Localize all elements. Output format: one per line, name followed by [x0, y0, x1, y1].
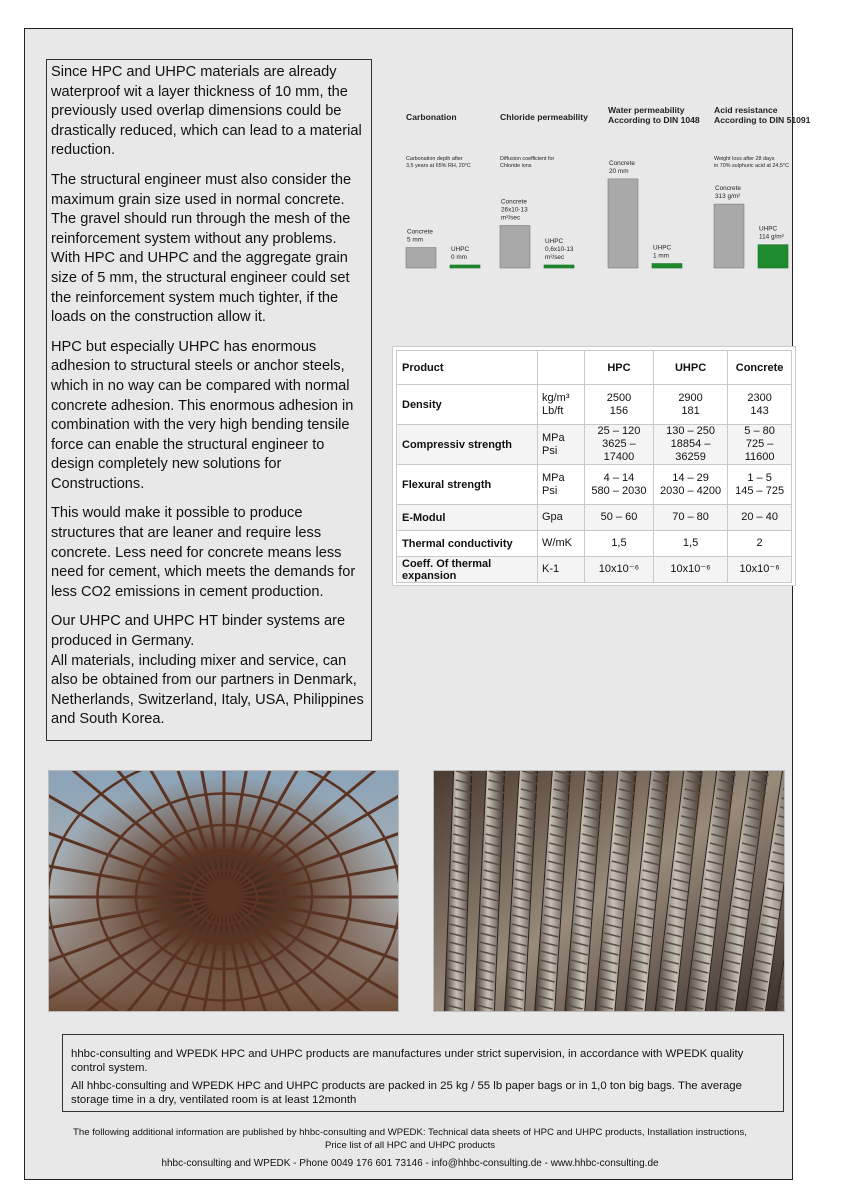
cell-property: [397, 531, 538, 557]
header-uhpc: UHPC: [653, 351, 727, 385]
table-row: [397, 531, 792, 557]
cell-hpc: [585, 531, 654, 557]
bar: [608, 179, 638, 268]
publications-note: [40, 1127, 780, 1152]
paragraph-grain-size: The structural engineer must also consider the maximum grain size used in normal concrete. The gravel should run through the mesh of the reinforcement system without any problems.: [51, 171, 352, 247]
cell-uhpc: [653, 385, 727, 425]
cell-unit: [538, 531, 585, 557]
cell-property-line: E-Modul: [402, 511, 446, 524]
cell-concrete-line: 2: [756, 537, 763, 549]
bar: [652, 264, 682, 268]
cell-property: [397, 505, 538, 531]
cell-uhpc: [653, 425, 727, 465]
chart-panel-0: [406, 112, 480, 268]
bar: [758, 245, 788, 268]
bar-label: 0 mm: [451, 254, 467, 261]
bar-label: 26x10-13: [501, 206, 528, 214]
chart-panel-1: [500, 112, 588, 268]
properties-table-panel: [392, 346, 796, 586]
cell-property-line: Density: [402, 398, 442, 411]
table-row: [397, 465, 792, 505]
table-header-row: [397, 351, 792, 385]
rebar-cage-photo: [48, 770, 399, 1012]
cell-concrete-line: 20 – 40: [741, 511, 778, 523]
paragraph-partners: All materials, including mixer and service, can also be obtained from our partners in Denmark, Netherlands, Switzerland, Italy, USA, Philippines and South Korea.: [51, 652, 364, 728]
chart-title: Chloride permeability: [500, 112, 588, 122]
bar-label: 0,6x10-13: [545, 246, 574, 253]
cell-unit-line: Lb/ft: [542, 404, 564, 417]
cell-concrete: [728, 505, 792, 531]
cell-hpc-line: 1,5: [611, 537, 627, 549]
cell-property: [397, 385, 538, 425]
quality-statement: hhbc-consulting and WPEDK HPC and UHPC products are manufactures under strict supervision, in accordance with WPEDK quality control system.: [71, 1048, 744, 1074]
cell-property-line: Coeff. Of thermal expansion: [402, 557, 492, 582]
bar-label: m²/sec: [545, 254, 565, 261]
publications-line-1: The following additional information are published by hhbc-consulting and WPEDK: Technical data sheets of HPC and UHPC products, Installation instructions,: [73, 1127, 747, 1138]
bar-label: Concrete: [609, 159, 635, 167]
cell-unit-line: kg/m³: [542, 391, 570, 404]
quality-info-box: [62, 1034, 784, 1112]
cell-hpc: [585, 465, 654, 505]
cell-unit-line: MPa: [542, 471, 565, 484]
chart-title: According to DIN 1048: [608, 115, 700, 125]
cell-unit: [538, 385, 585, 425]
cell-uhpc-line: 130 – 250: [666, 425, 716, 437]
bar: [406, 248, 436, 268]
bar-label: UHPC: [653, 244, 672, 252]
chart-panel-3: [714, 105, 811, 268]
cell-uhpc-line: 18854 – 36259: [670, 438, 711, 463]
cell-hpc-line: 10x10⁻⁶: [598, 563, 640, 575]
cell-uhpc-line: 2030 – 4200: [659, 484, 722, 497]
publications-line-2: Price list of all HPC and UHPC products: [324, 1139, 496, 1151]
cell-uhpc-line: 70 – 80: [672, 511, 709, 523]
bar-label: UHPC: [545, 238, 564, 245]
cell-uhpc-line: 181: [681, 404, 700, 417]
cell-hpc: [585, 385, 654, 425]
chart-panel-2: [608, 105, 700, 268]
bar-label: 114 g/m²: [759, 233, 784, 241]
bar-label: 5 mm: [407, 236, 423, 244]
cell-property-line: Compressiv strength: [402, 438, 513, 451]
bar: [450, 265, 480, 268]
cell-uhpc: [653, 465, 727, 505]
cell-unit: [538, 557, 585, 583]
cell-concrete: [728, 385, 792, 425]
cell-unit: [538, 505, 585, 531]
packaging-statement: All hhbc-consulting and WPEDK HPC and UHPC products are packed in 25 kg / 55 lb paper bags or in 1,0 ton big bags. The average storage time in a dry, ventilated room is at least 12month: [71, 1080, 742, 1106]
rebar-bars-image: [434, 771, 785, 1012]
cell-property: [397, 425, 538, 465]
cell-uhpc: [653, 505, 727, 531]
table-row: [397, 385, 792, 425]
table-row: [397, 425, 792, 465]
header-unit: [538, 351, 585, 385]
cell-hpc-line: 156: [609, 404, 629, 417]
bar: [544, 265, 574, 268]
cell-concrete-line: 145 – 725: [735, 484, 785, 497]
paragraph-aggregate: With HPC and UHPC and the aggregate grain size of 5 mm, the structural engineer could set the reinforcement system much tighter, if the loads on the construction allow it.: [51, 250, 350, 326]
cell-concrete-line: 725 – 11600: [744, 438, 775, 463]
chart-title: According to DIN 51091: [714, 115, 811, 125]
chart-note: Chloride ions: [500, 163, 532, 169]
table-row: [397, 557, 792, 583]
cell-hpc-line: 580 – 2030: [591, 484, 647, 497]
cell-concrete: [728, 531, 792, 557]
description-text-box: [46, 59, 372, 741]
comparison-charts: [392, 96, 818, 282]
cell-unit-line: W/mK: [542, 537, 572, 549]
cell-hpc: [585, 425, 654, 465]
bar-label: Concrete: [501, 198, 527, 206]
cell-uhpc-line: 1,5: [682, 537, 699, 549]
cell-concrete: [728, 425, 792, 465]
cell-hpc-line: 4 – 14: [603, 471, 635, 484]
bar-label: Concrete: [407, 228, 433, 236]
chart-note: Weight loss after 28 days: [714, 156, 775, 162]
cell-concrete: [728, 465, 792, 505]
chart-title: Carbonation: [406, 112, 457, 122]
paragraph-adhesion: HPC but especially UHPC has enormous adhesion to structural steels or anchor steels, which in no way can be compared with normal concrete adhesion. This enormous adhesion in combination with the very high bending tensile force can enable the structural engineer to design completely new solutions for Constructions.: [51, 338, 354, 492]
cell-property: [397, 465, 538, 505]
chart-note: in 70% sulphuric acid at 24,5°C: [714, 163, 789, 169]
cell-hpc: [585, 557, 654, 583]
bar-label: 20 mm: [609, 167, 629, 175]
rebar-bars-photo: [433, 770, 785, 1012]
cell-concrete-line: 143: [750, 404, 769, 417]
cell-uhpc-line: 14 – 29: [672, 471, 709, 484]
cell-hpc-line: 25 – 120: [597, 425, 641, 437]
chart-note: Carbonation depth after: [406, 156, 463, 162]
cell-hpc-line: 2500: [606, 391, 632, 404]
chart-note: 3,5 years at 65% RH, 20°C: [406, 163, 471, 169]
bar: [714, 204, 744, 268]
cell-unit-line: Psi: [542, 484, 558, 497]
cell-uhpc: [653, 531, 727, 557]
chart-title: Acid resistance: [714, 105, 778, 115]
header-product: Product: [397, 351, 538, 385]
cell-uhpc-line: 10x10⁻⁶: [670, 563, 711, 575]
properties-table: [396, 350, 792, 583]
cell-unit-line: Psi: [542, 444, 558, 457]
cell-hpc-line: 50 – 60: [600, 511, 638, 523]
chart-note: Diffusion coefficient for: [500, 156, 555, 162]
cell-uhpc-line: 2900: [678, 391, 703, 404]
bar-label: m²/sec: [501, 214, 521, 222]
cell-concrete-line: 1 – 5: [747, 471, 772, 484]
cell-unit: [538, 425, 585, 465]
cell-unit-line: MPa: [542, 431, 565, 444]
cell-concrete-line: 5 – 80: [744, 425, 775, 437]
bar-label: 313 g/m²: [715, 193, 741, 201]
bar: [500, 226, 530, 268]
paragraph-leaner-structures: This would make it possible to produce structures that are leaner and require less concrete. Less need for concrete means less need for cement, which meets the demands for less CO2 emissions in cement production.: [51, 505, 356, 600]
contact-line: hhbc-consulting and WPEDK - Phone 0049 176 601 73146 - info@hhbc-consulting.de - www.hhbc-consulting.de: [161, 1158, 659, 1169]
cell-unit: [538, 465, 585, 505]
rebar-cage-image: [49, 771, 399, 1012]
cell-unit-line: Gpa: [542, 511, 563, 523]
table-row: [397, 505, 792, 531]
cell-property-line: Thermal conductivity: [402, 537, 513, 550]
cell-concrete-line: 2300: [747, 391, 772, 404]
bar-label: UHPC: [451, 246, 470, 253]
cell-concrete: [728, 557, 792, 583]
cell-hpc: [585, 505, 654, 531]
bar-label: Concrete: [715, 185, 741, 193]
header-concrete: Concrete: [728, 351, 792, 385]
cell-hpc-line: 3625 – 17400: [602, 438, 636, 463]
bar-label: UHPC: [759, 225, 778, 233]
cell-uhpc: [653, 557, 727, 583]
header-hpc: HPC: [585, 351, 654, 385]
cell-property-line: Flexural strength: [402, 478, 492, 491]
chart-title: Water permeability: [608, 105, 685, 115]
cell-concrete-line: 10x10⁻⁶: [739, 563, 780, 575]
cell-unit-line: K-1: [542, 563, 560, 575]
bar-label: 1 mm: [653, 252, 669, 260]
cell-property: [397, 557, 538, 583]
paragraph-produced-germany: Our UHPC and UHPC HT binder systems are produced in Germany.: [51, 613, 346, 650]
paragraph-waterproof: Since HPC and UHPC materials are already waterproof wit a layer thickness of 10 mm, the previously used overlap dimensions could be drastically reduced, which can lead to a material reduction.: [51, 64, 362, 159]
